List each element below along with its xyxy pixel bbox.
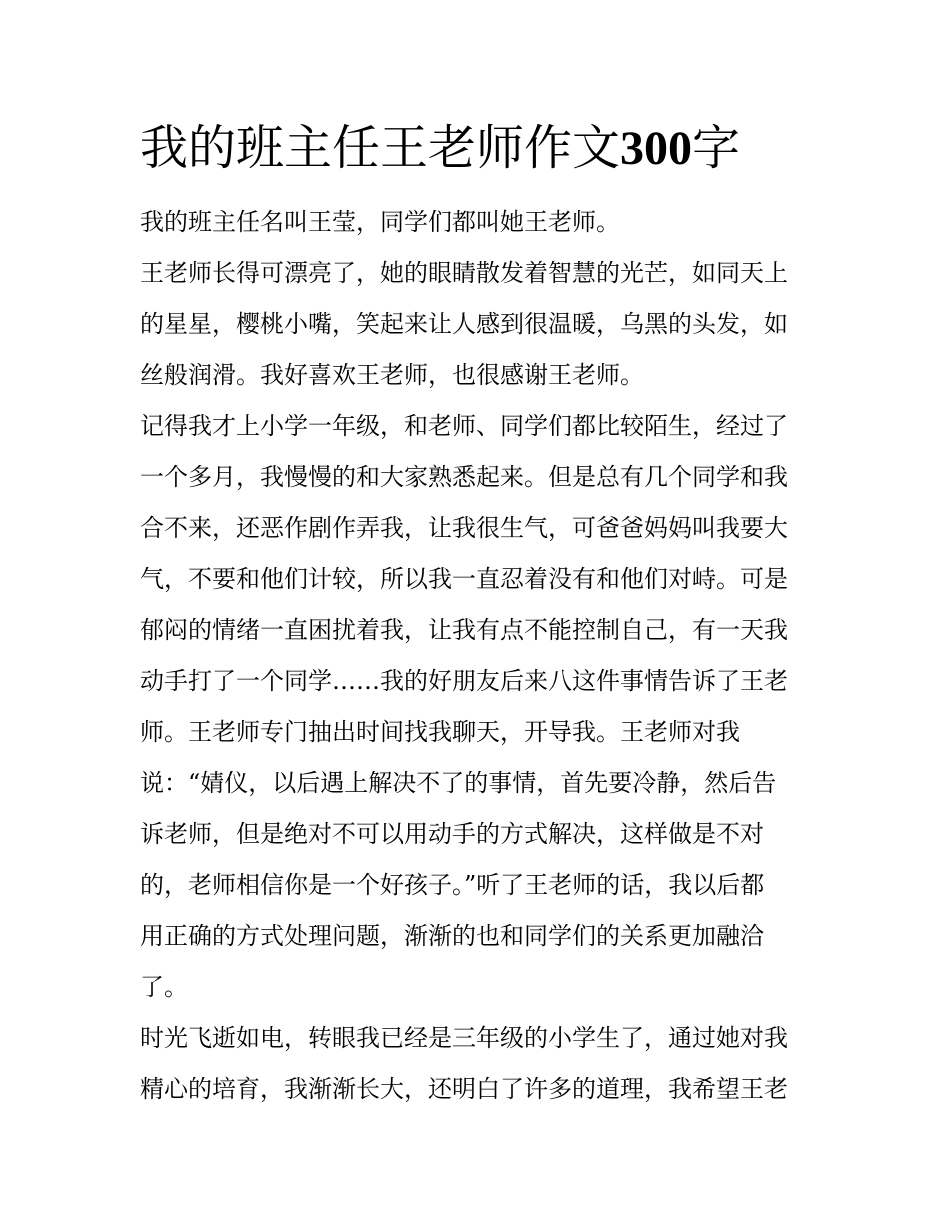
text-line: 动手打了一个同学……我的好朋友后来八这件事情告诉了王老: [140, 667, 788, 695]
text-line: 诉老师，但是绝对不可以用动手的方式解决，这样做是不对: [140, 820, 764, 848]
text-line: 用正确的方式处理问题，渐渐的也和同学们的关系更加融洽: [140, 922, 764, 950]
text-line: 的星星，樱桃小嘴，笑起来让人感到很温暖，乌黑的头发，如: [140, 310, 788, 338]
text-line: 的，老师相信你是一个好孩子。”听了王老师的话，我以后都: [140, 871, 765, 899]
text-line: 说：“婧仪，以后遇上解决不了的事情，首先要冷静，然后告: [140, 769, 777, 797]
text-line: 时光飞逝如电，转眼我已经是三年级的小学生了，通过她对我: [140, 1024, 788, 1052]
text-line: 师。王老师专门抽出时间找我聊天，开导我。王老师对我: [140, 718, 740, 746]
text-line: 王老师长得可漂亮了，她的眼睛散发着智慧的光芒，如同天上: [140, 259, 788, 287]
text-line: 精心的培育，我渐渐长大，还明白了许多的道理，我希望王老: [140, 1075, 788, 1103]
title-number: 300: [620, 122, 693, 175]
title-text: 我的班主任王老师作文: [140, 120, 621, 176]
text-line: 丝般润滑。我好喜欢王老师，也很感谢王老师。: [140, 361, 644, 389]
text-line: 我的班主任名叫王莹，同学们都叫她王老师。: [140, 208, 620, 236]
text-line: 一个多月，我慢慢的和大家熟悉起来。但是总有几个同学和我: [140, 463, 788, 491]
document-title: [140, 116, 840, 181]
text-line: 记得我才上小学一年级，和老师、同学们都比较陌生，经过了: [140, 412, 788, 440]
title-suffix: 字: [692, 120, 741, 176]
text-line: 郁闷的情绪一直困扰着我，让我有点不能控制自己，有一天我: [140, 616, 788, 644]
text-line: 气，不要和他们计较，所以我一直忍着没有和他们对峙。可是: [140, 565, 788, 593]
text-line: 合不来，还恶作剧作弄我，让我很生气，可爸爸妈妈叫我要大: [140, 514, 788, 542]
text-line: 了。: [140, 973, 188, 1001]
